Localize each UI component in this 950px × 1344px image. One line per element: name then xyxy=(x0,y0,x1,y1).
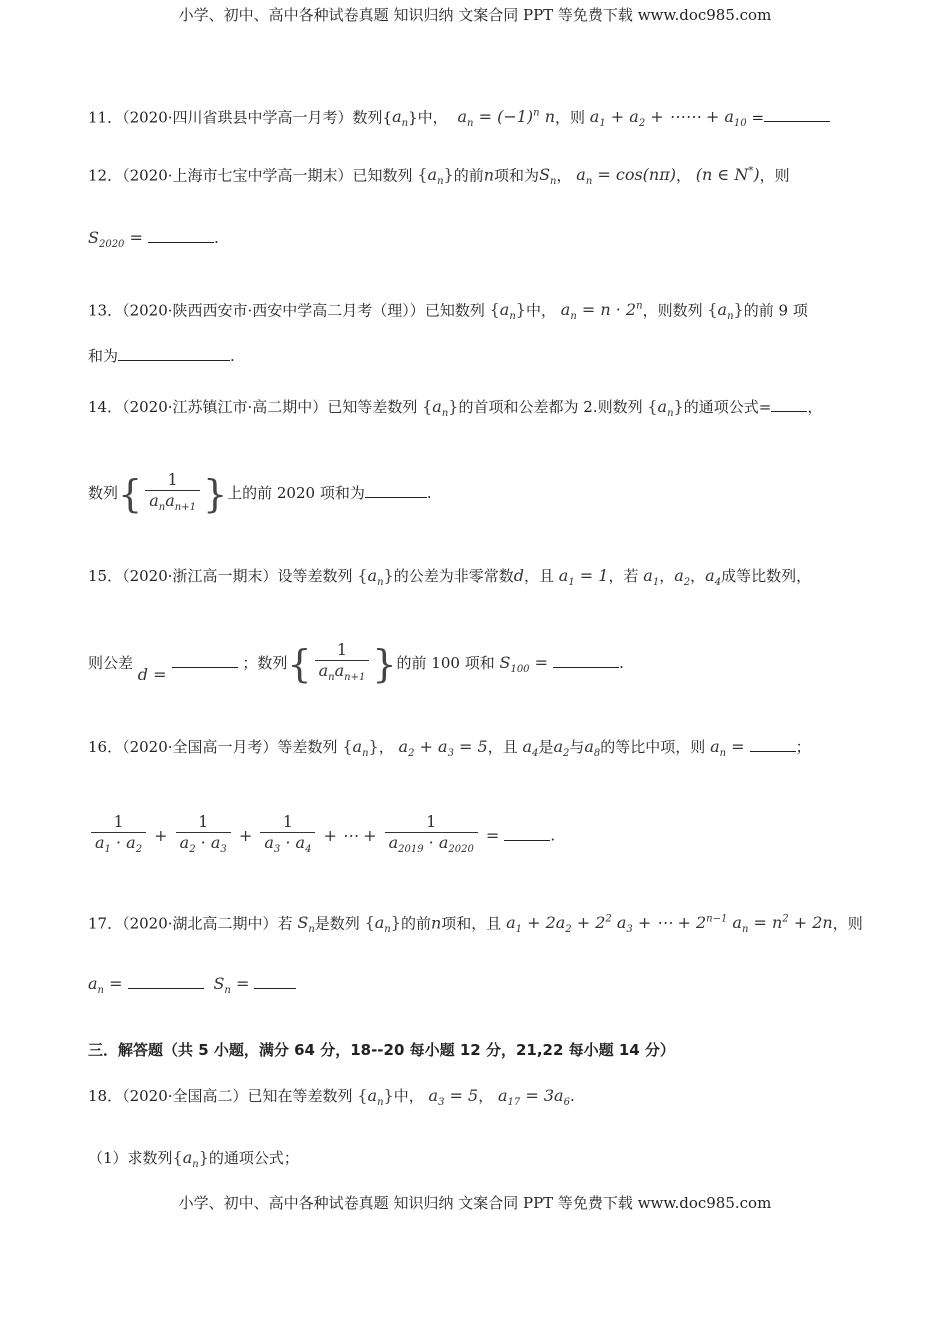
question-12: 12．（2020·上海市七宝中学高一期末）已知数列 $\{a_n\}$的前n项和为$S_n$， $a_n = \cos(n\pi)$， (n ∈ N*)，则 xyxy=(88,165,790,188)
section-3-title: 三．解答题（共 5 小题，满分 64 分，18--20 每小题 12 分，21,22 每小题 14 分） xyxy=(88,1041,675,1059)
q17-answer-blank-1[interactable] xyxy=(128,974,204,989)
q14-fraction: $\frac{1}{a_na_{n+1}}$ xyxy=(145,470,200,518)
q18-math-a3: $a_3 = 5$ xyxy=(428,1086,479,1109)
q13-answer-blank[interactable] xyxy=(118,346,230,361)
question-16: 16．（2020·全国高一月考）等差数列 $\{a_n\}$， $a_2 + a_3 = 5$，且 $a_4$是$a_2$与$a_8$的等比中项，则 $a_n$ = ； xyxy=(88,737,811,760)
q15-answer-blank-2[interactable] xyxy=(553,653,619,668)
q17-math-formula: $a_1 + 2a_2 + 2^2$ $a_3$ + ⋯ + $2^{n-1}$ $a_n = n^2 + 2n$ xyxy=(506,913,833,936)
question-11: 11．（2020·四川省珙县中学高一月考）数列$\{a_n\}$中， $a_n = (-1)^n$ n，则 $a_1 + a_2$ + ⋯⋯ + $a_{10}$ = xyxy=(88,104,830,135)
q13-math-formula: $a_n = n \cdot 2^n$ xyxy=(560,300,643,323)
q14-answer-blank-1[interactable] xyxy=(771,397,807,412)
q11-answer-blank[interactable] xyxy=(764,107,830,122)
q11-source: （2020·四川省珙县中学高一月考） xyxy=(122,108,353,127)
question-13-cont: 和为 . xyxy=(88,347,235,365)
q15-math-a1: $a_1 = 1$ xyxy=(558,566,609,589)
q16-answer-blank-1[interactable] xyxy=(750,737,796,752)
question-18-part-1: （1）求数列$\{a_n\}$的通项公式； xyxy=(88,1148,299,1171)
q12-math-s2020: $S_{2020}$ = xyxy=(88,228,148,251)
q12-math-formula: $a_n = \cos(n\pi)$ xyxy=(576,165,676,188)
q15-answer-blank-1[interactable] xyxy=(172,653,238,668)
q16-answer-blank-2[interactable] xyxy=(504,826,550,841)
q16-math-sum: $a_2 + a_3 = 5$ xyxy=(398,737,488,760)
q12-answer-blank[interactable] xyxy=(148,228,214,243)
question-15: 15．（2020·浙江高一期末）设等差数列 $\{a_n\}$的公差为非零常数d，且 $a_1 = 1$，若 $a_1$，$a_2$，$a_4$成等比数列， xyxy=(88,566,812,589)
question-15-cont: 则公差 d = ；数列{ $\frac{1}{a_na_{n+1}}$ }的前 100 项和 $S_{100}$ = . xyxy=(88,640,624,688)
q18-math-a17: $a_{17} = 3a_6$ xyxy=(498,1086,570,1109)
q12-math-seq: $\{a_n\}$ xyxy=(417,165,454,188)
question-16-cont: $\frac{1}{a_1 \cdot a_2}$ + $\frac{1}{a_2 \cdot a_3}$ + $\frac{1}{a_3 \cdot a_4}$ + ⋯ + $\frac{1}{a_{2019} \cdot a_{2020}}$ = . xyxy=(88,812,555,860)
q17-answer-blank-2[interactable] xyxy=(254,974,296,989)
question-17: 17．（2020·湖北高二期中）若 $S_n$是数列 $\{a_n\}$的前n项和，且 $a_1 + 2a_2 + 2^2$ $a_3$ + ⋯ + $2^{n-1}$ $a_n = n^2 + 2n$，则 xyxy=(88,913,863,936)
question-14: 14．（2020·江苏镇江市·高二期中）已知等差数列 $\{a_n\}$的首项和公差都为 2.则数列 $\{a_n\}$的通项公式= ， xyxy=(88,397,823,420)
question-14-cont: 数列{ $\frac{1}{a_na_{n+1}}$ }上的前 2020 项和为 . xyxy=(88,470,432,518)
question-18: 18．（2020·全国高二）已知在等差数列 $\{a_n\}$中， $a_3 = 5$， $a_{17} = 3a_6$. xyxy=(88,1086,575,1109)
q11-math-formula: $a_n = (-1)^n$ n xyxy=(452,107,555,130)
question-12-cont: $S_{2020}$ = . xyxy=(88,228,219,251)
q16-fraction-series: $\frac{1}{a_1 \cdot a_2}$ + $\frac{1}{a_2 \cdot a_3}$ + $\frac{1}{a_3 \cdot a_4}$ + ⋯ + $\frac{1}{a_{2019} \cdot a_{2020}}$ = xyxy=(88,826,504,845)
q14-answer-blank-2[interactable] xyxy=(365,483,427,498)
q11-number: 11． xyxy=(88,108,123,127)
question-17-cont: $a_n$ = $S_n$ = xyxy=(88,974,296,1001)
q11-math-an: $a_n$ xyxy=(392,107,409,130)
q15-fraction: $\frac{1}{a_na_{n+1}}$ xyxy=(315,640,370,688)
q11-math-sum: $a_1 + a_2$ + ⋯⋯ + $a_{10}$ xyxy=(589,107,747,130)
page-header: 小学、初中、高中各种试卷真题 知识归纳 文案合同 PPT 等免费下载 www.doc985.com xyxy=(178,6,772,24)
page-footer: 小学、初中、高中各种试卷真题 知识归纳 文案合同 PPT 等免费下载 www.doc985.com xyxy=(178,1194,772,1212)
q12-math-domain: (n ∈ N*) xyxy=(695,165,760,185)
question-13: 13．（2020·陕西西安市·西安中学高二月考（理））已知数列 $\{a_n\}$中， $a_n = n \cdot 2^n$，则数列 $\{a_n\}$的前 9 项 xyxy=(88,300,808,323)
